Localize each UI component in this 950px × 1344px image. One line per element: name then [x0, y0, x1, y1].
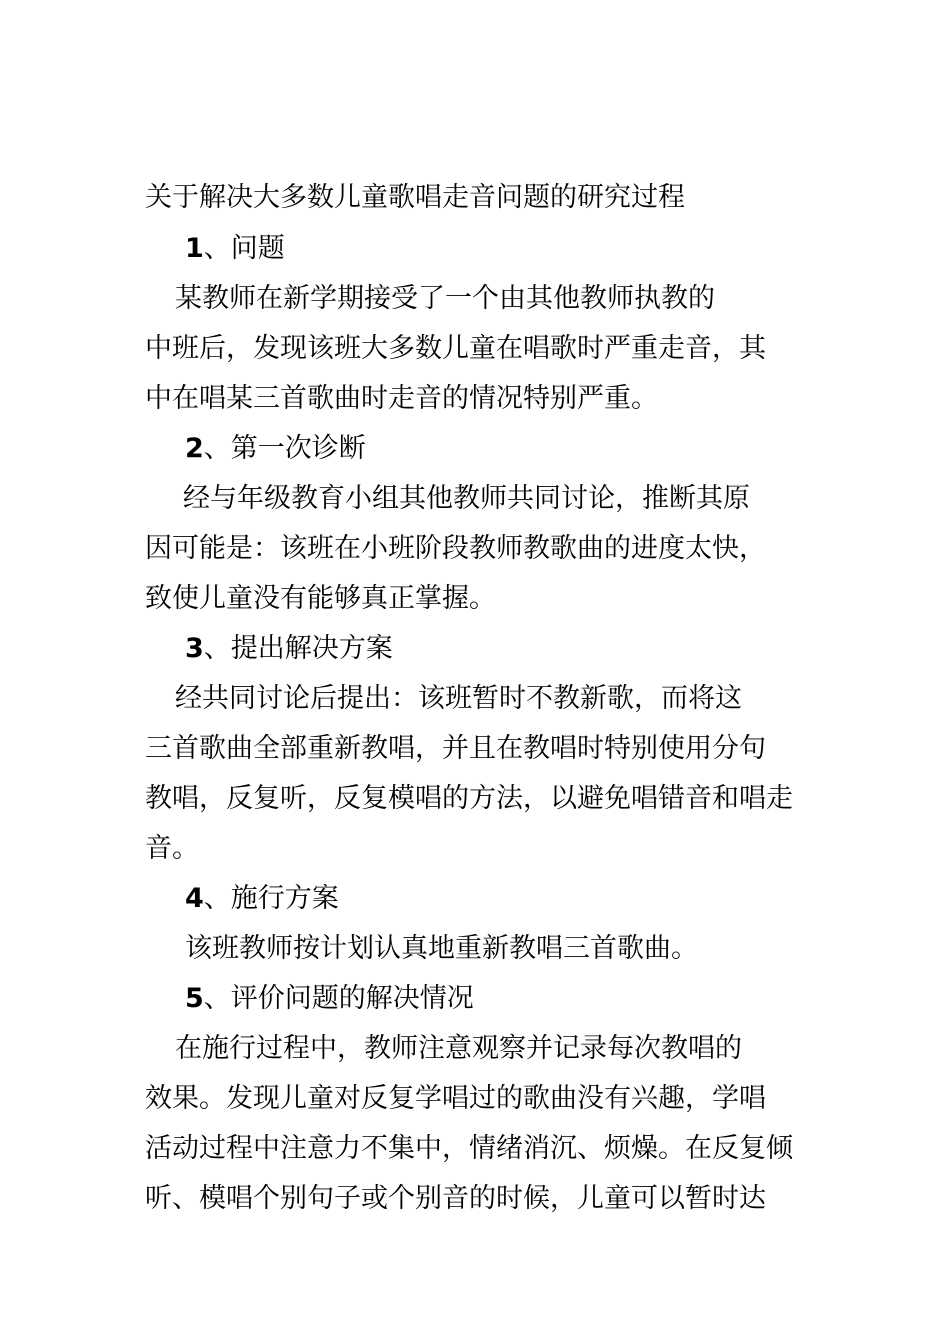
paragraph-line: 该班教师按计划认真地重新教唱三首歌曲。 — [185, 933, 698, 964]
paragraph-line: 经与年级教育小组其他教师共同讨论，推断其原 — [183, 483, 750, 514]
section-heading — [185, 981, 474, 1017]
paragraph-line: 在施行过程中，教师注意观察并记录每次教唱的 — [175, 1033, 742, 1064]
section-number: 4 — [185, 883, 204, 914]
section-heading — [185, 881, 339, 917]
paragraph-line: 中班后，发现该班大多数儿童在唱歌时严重走音，其 — [145, 333, 766, 364]
section-heading-text: 、问题 — [203, 233, 285, 264]
paragraph-line: 某教师在新学期接受了一个由其他教师执教的 — [175, 283, 715, 314]
section-heading-text: 、提出解决方案 — [203, 633, 393, 664]
paragraph-line: 音。 — [145, 833, 199, 864]
paragraph-line: 中在唱某三首歌曲时走音的情况特别严重。 — [145, 383, 658, 414]
section-heading — [185, 431, 366, 467]
paragraph-line: 致使儿童没有能够真正掌握。 — [145, 583, 496, 614]
paragraph-line: 三首歌曲全部重新教唱，并且在教唱时特别使用分句 — [145, 733, 766, 764]
section-heading-text: 、评价问题的解决情况 — [203, 983, 474, 1014]
section-number: 5 — [185, 983, 204, 1014]
paragraph-line: 经共同讨论后提出：该班暂时不教新歌，而将这 — [175, 683, 742, 714]
section-number: 2 — [185, 433, 204, 464]
paragraph-line: 因可能是：该班在小班阶段教师教歌曲的进度太快， — [145, 533, 766, 564]
section-heading-text: 、第一次诊断 — [203, 433, 366, 464]
paragraph-line: 教唱，反复听，反复模唱的方法，以避免唱错音和唱走 — [145, 783, 793, 814]
section-heading — [185, 231, 285, 267]
document-title: 关于解决大多数儿童歌唱走音问题的研究过程 — [145, 182, 685, 213]
section-heading — [185, 631, 393, 667]
paragraph-line: 效果。发现儿童对反复学唱过的歌曲没有兴趣，学唱 — [145, 1083, 766, 1114]
section-number: 3 — [185, 633, 204, 664]
paragraph-line: 听、模唱个别句子或个别音的时候，儿童可以暂时达 — [145, 1183, 766, 1214]
section-heading-text: 、施行方案 — [203, 883, 339, 914]
paragraph-line: 活动过程中注意力不集中，情绪消沉、烦燥。在反复倾 — [145, 1133, 793, 1164]
section-number: 1 — [185, 233, 204, 264]
